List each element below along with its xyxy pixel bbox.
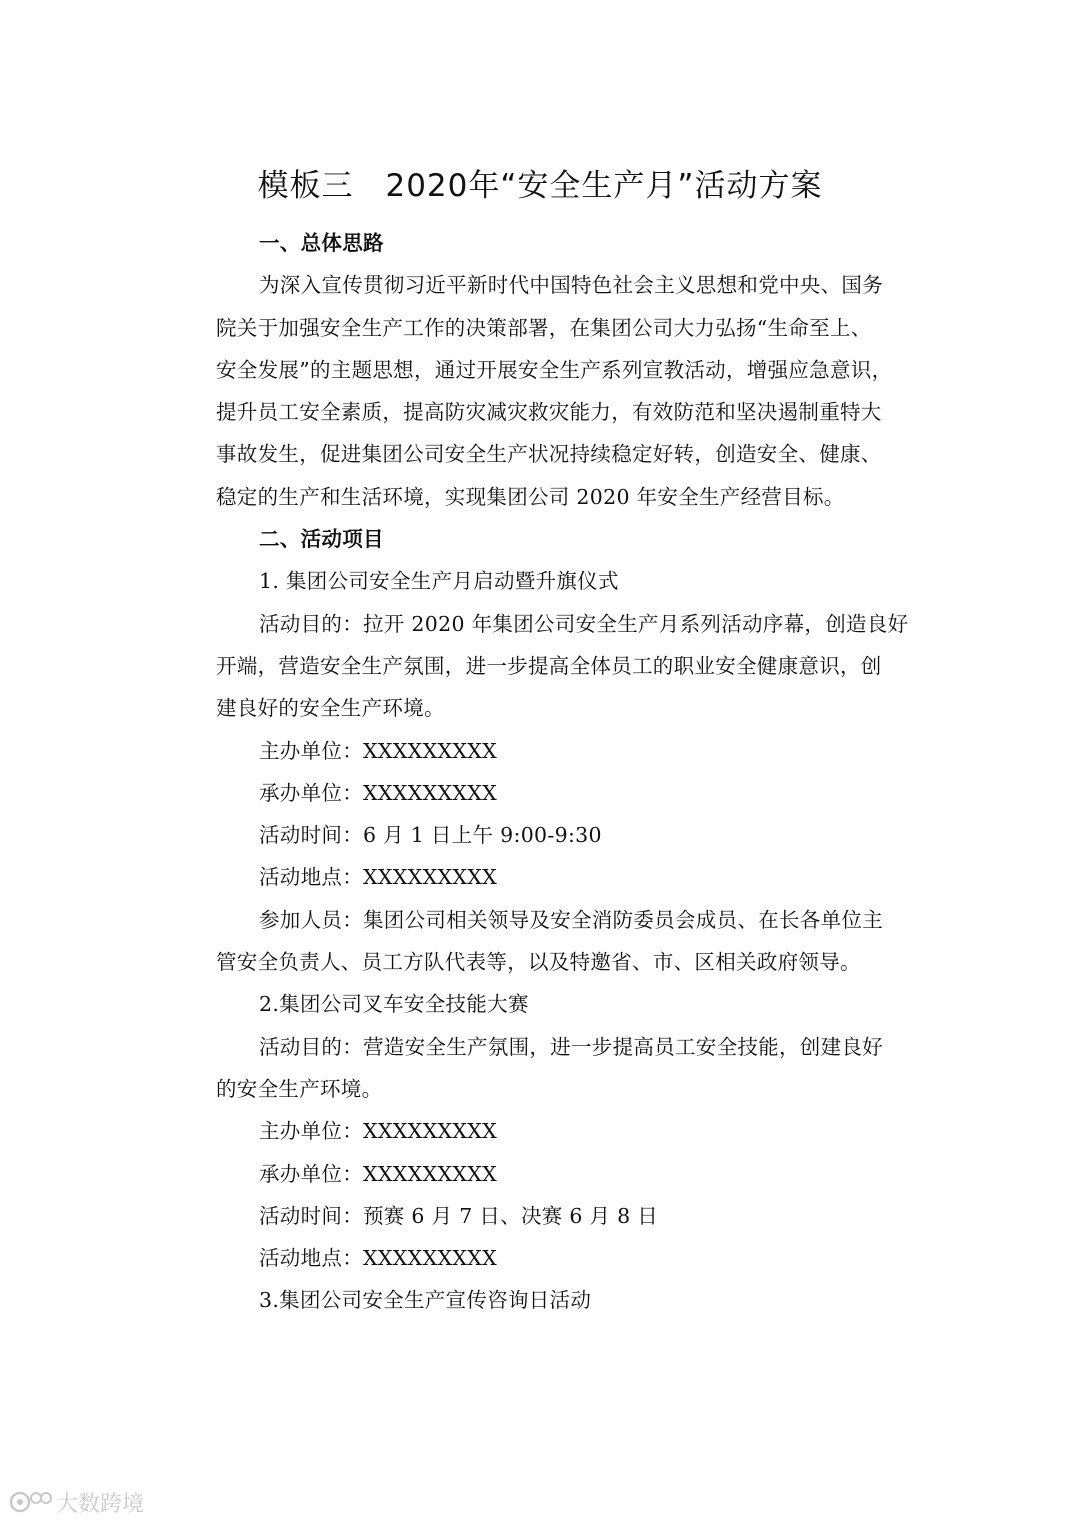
section-heading-overall-idea: 一、总体思路: [259, 231, 384, 255]
section-heading-activities: 二、活动项目: [259, 527, 384, 552]
activity-time-line: 活动时间：6 月 1 日上午 9:00-9:30: [259, 823, 602, 848]
paragraph-line: 为深入宣传贯彻习近平新时代中国特色社会主义思想和党中央、国务: [259, 273, 883, 298]
participants-line: 参加人员：集团公司相关领导及安全消防委员会成员、在长各单位主: [259, 907, 883, 932]
activity-location-line: 活动地点：XXXXXXXXX: [259, 1246, 498, 1271]
watermark-text: 大数跨境: [56, 1491, 145, 1517]
paragraph-line: 活动目的：营造安全生产氛围，进一步提高员工安全技能，创建良好: [259, 1034, 883, 1059]
paragraph-line: 建良好的安全生产环境。: [216, 696, 445, 721]
paragraph-line: 事故发生，促进集团公司安全生产状况持续稳定好转，创造安全、健康、: [216, 442, 882, 467]
paragraph-line: 活动目的：拉开 2020 年集团公司安全生产月系列活动序幕，创造良好: [259, 611, 909, 636]
brand-logo-icon: [8, 1489, 52, 1515]
activity-title: 3.集团公司安全生产宣传咨询日活动: [259, 1288, 592, 1313]
paragraph-line: 管安全负责人、员工方队代表等，以及特邀省、市、区相关政府领导。: [216, 950, 861, 975]
paragraph-line: 开端，营造安全生产氛围，进一步提高全体员工的职业安全健康意识，创: [216, 653, 882, 678]
co-organizer-line: 承办单位：XXXXXXXXX: [259, 1161, 498, 1186]
activity-time-line: 活动时间：预赛 6 月 7 日、决赛 6 月 8 日: [259, 1203, 659, 1228]
paragraph-line: 稳定的生产和生活环境，实现集团公司 2020 年安全生产经营目标。: [216, 484, 845, 509]
activity-title: 1. 集团公司安全生产月启动暨升旗仪式: [259, 569, 619, 594]
document-title: 模板三 2020年“安全生产月”活动方案: [257, 168, 823, 204]
paragraph-line: 院关于加强安全生产工作的决策部署，在集团公司大力弘扬“生命至上、: [216, 315, 872, 340]
organizer-line: 主办单位：XXXXXXXXX: [259, 738, 498, 763]
paragraph-line: 提升员工安全素质，提高防灾减灾救灾能力，有效防范和坚决遏制重特大: [216, 400, 882, 425]
organizer-line: 主办单位：XXXXXXXXX: [259, 1119, 498, 1144]
document-body: [216, 222, 916, 1322]
activity-title: 2.集团公司叉车安全技能大赛: [259, 992, 529, 1017]
activity-location-line: 活动地点：XXXXXXXXX: [259, 865, 498, 890]
paragraph-line: 的安全生产环境。: [216, 1076, 383, 1101]
watermark: [8, 1487, 144, 1517]
paragraph-line: 安全发展”的主题思想，通过开展安全生产系列宣教活动，增强应急意识，: [216, 357, 893, 382]
co-organizer-line: 承办单位：XXXXXXXXX: [259, 780, 498, 805]
